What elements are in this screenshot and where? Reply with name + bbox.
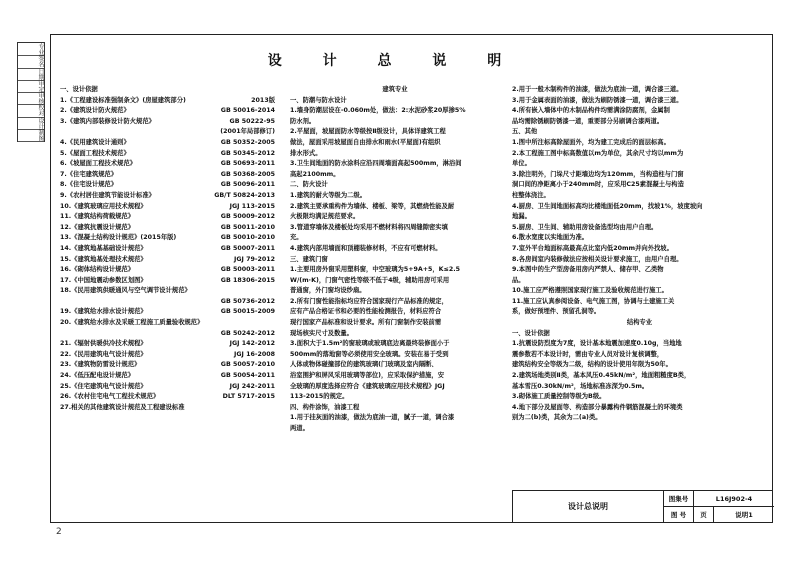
sheet-label: 图 号 — [664, 507, 694, 523]
spec-line: 人体或物体碰撞部位的建筑玻璃(门玻璃及室内隔断、 — [290, 361, 438, 369]
standard-name: 8.《住宅设计规范》 — [60, 181, 118, 189]
spec-line: 11.施工应认真参阅设备、电气施工图，协调与土建施工关 — [512, 297, 675, 305]
spec-line: 1.用于挂灰面的油漆，做法为底油一道，腻子一道，调合漆 — [290, 414, 455, 422]
standard-row — [60, 371, 275, 382]
standard-name: 9.《农村居住建筑节能设计标准》 — [60, 191, 155, 199]
standard-code: GB 50057-2010 — [220, 361, 275, 369]
spec-line: 应有产品合格证书和必要的性能检测报告，材料应符合 — [290, 308, 442, 316]
spec-line: 2.平屋面，坡屋面防水等级按Ⅱ级设计，具体详建筑工程 — [290, 128, 446, 136]
spec-line: 两道。 — [290, 425, 309, 432]
architecture-column — [290, 85, 500, 435]
spec-line: 2.建筑场地类别Ⅱ类，基本风压0.45kN/m²，地面粗糙度B类， — [512, 372, 691, 380]
standard-code: GB 50368-2005 — [220, 170, 275, 178]
spec-line: 3.用于金属表面的油漆，做法为刷防锈漆一道，调合漆三道。 — [512, 96, 683, 104]
standard-row — [60, 392, 275, 403]
standard-row — [60, 117, 275, 128]
spec-line: 1.主要用房外窗采用塑料窗，中空玻璃为5+9A+5，K≤2.5 — [290, 266, 460, 274]
standard-code: GB 50242-2012 — [220, 329, 275, 337]
standard-code: GB 50011-2010 — [220, 223, 275, 231]
standard-row — [60, 149, 275, 160]
spec-line: 柱整体浇注。 — [512, 191, 550, 199]
standard-row — [60, 255, 275, 266]
standard-code: GB 50222-95 — [229, 117, 275, 125]
spec-line: 4.所有嵌入墙体中的木制品构件均需满涂防腐剂，金属制 — [512, 107, 670, 115]
standard-row — [60, 191, 275, 202]
spec-line: 2.用于一般木制构件的油漆，做法为底油一道，调合漆三道。 — [512, 86, 683, 93]
standard-row — [60, 276, 275, 287]
spec-line: 9.本图中的生产型房备用房内严禁人、储存甲、乙类物 — [512, 266, 664, 274]
standard-name: 23.《建筑物防雷设计规范》 — [60, 361, 141, 369]
spec-line: 4.厨房、卫生间地面标高均比楼地面低20mm，找坡1%，坡度坡向 — [512, 202, 703, 210]
page-number: 2 — [56, 527, 62, 537]
standard-code: GB 18306-2015 — [220, 276, 275, 284]
architecture-heading: 建筑专业 — [382, 86, 408, 93]
standard-row — [60, 244, 275, 255]
side-strip-cell: 审核 — [18, 92, 44, 105]
spec-line: 全玻璃的厚度选择应符合《建筑玻璃应用技术规程》JGJ — [290, 382, 445, 390]
page-label: 页 — [694, 507, 714, 523]
spec-line: 3.除注明外，门垛尺寸距墙边均为120mm，当构造柱与门窗 — [512, 170, 684, 178]
side-strip-cell: 签名 — [18, 55, 44, 68]
standard-code: JGJ 242-2011 — [229, 382, 275, 390]
standard-row — [60, 318, 275, 329]
section-heading: 四、构件涂饰，油漆工程 — [290, 403, 360, 411]
spec-line: 地漏。 — [512, 213, 531, 221]
spec-line: 2.所有门窗性能指标均应符合国家现行产品标准的规定， — [290, 297, 448, 305]
spec-line: 单位。 — [512, 160, 531, 168]
spec-line: 500mm的落地窗等必须使用安全玻璃。安装在易于受到 — [290, 350, 449, 358]
standard-name: 22.《民用建筑电气设计规范》 — [60, 350, 147, 358]
spec-line: W/(m·K)，门窗气密性等级不低于4级，辅助用房可采用 — [290, 276, 450, 284]
spec-line: 1.建筑的耐火等级为二级。 — [290, 191, 367, 199]
sheet-name: 设计总说明 — [513, 491, 664, 523]
standard-code: DLT 5717-2015 — [222, 393, 275, 401]
spec-line: 4.建筑内部用墙面和顶棚装修材料，不应有可燃材料。 — [290, 244, 442, 252]
spec-line: 浴室围护和屏风采用玻璃等部位)，应采取保护措施，安 — [290, 372, 445, 380]
standard-name: 10.《建筑玻璃应用技术规程》 — [60, 202, 147, 210]
standard-row — [60, 307, 275, 318]
standard-name: 27.相关的其他建筑设计规范及工程建设标准 — [60, 403, 185, 411]
standard-code: GB 50003-2011 — [220, 266, 275, 274]
standard-code: GB 50693-2011 — [220, 160, 275, 168]
spec-line: 1.抗震设防烈度为7度，设计基本地震加速度0.10g，当地地 — [512, 340, 682, 348]
standard-name: 14.《建筑地基基础设计规范》 — [60, 244, 147, 252]
standard-code: GB 50096-2011 — [220, 181, 275, 189]
spec-line: 基本雪压0.30kN/m²，场地标准冻深为0.5m。 — [512, 382, 649, 390]
standard-code: GB 50352-2005 — [220, 138, 275, 146]
spec-line: 防水剂。 — [290, 117, 316, 125]
standard-row — [60, 159, 275, 170]
standard-row — [60, 265, 275, 276]
standard-name: 7.《住宅建筑规范》 — [60, 170, 118, 178]
side-strip-cell: 专业 — [18, 43, 44, 56]
spec-line: 洞口间的净距离小于240mm时，应采用C25素混凝土与构造 — [512, 181, 684, 189]
design-basis-column — [60, 85, 275, 413]
standard-row — [60, 212, 275, 223]
side-strip-cell: 日期 — [18, 68, 44, 81]
standard-row — [60, 223, 275, 234]
standard-code: 2013版 — [251, 96, 275, 104]
section-heading: 三、建筑门窗 — [290, 255, 328, 263]
design-basis-heading: 一、设计依据 — [60, 86, 98, 93]
standard-name: 5.《屋面工程技术规范》 — [60, 149, 130, 157]
standard-code: GB 50010-2010 — [220, 234, 275, 242]
spec-line: 3.管道穿墙体及楼板处均采用不燃材料将四周缝隙密实填 — [290, 223, 448, 231]
standard-code: (2001年局部修订) — [220, 128, 275, 136]
standard-row — [60, 382, 275, 393]
spec-line: 火极限均满足规范要求。 — [290, 213, 360, 221]
spec-line: 1.墙身防潮层设在-0.060m处，做法：2:水泥砂浆20厚掺5% — [290, 107, 466, 115]
standard-row — [60, 170, 275, 181]
spec-line: 8.各房间室内装修做法应按相关设计要求施工，由用户自理。 — [512, 255, 683, 263]
standard-row — [60, 96, 275, 107]
standard-row — [60, 202, 275, 213]
standard-row — [60, 297, 275, 308]
spec-line: 10.施工应严格遵照国家现行施工及验收规范进行施工。 — [512, 287, 668, 295]
standard-row — [60, 403, 275, 414]
spec-line: 4.地下部分及屋面等、构造部分暴露构件钢筋混凝土的环境类 — [512, 403, 683, 411]
standard-row — [60, 350, 275, 361]
standard-name: 26.《农村住宅电气工程技术规范》 — [60, 393, 160, 401]
standard-name: 3.《建筑内部装修设计防火规范》 — [60, 117, 155, 125]
standard-name: 19.《建筑给水排水设计规范》 — [60, 308, 147, 316]
spec-line: 3.砌体施工质量控制等级为B级。 — [512, 393, 606, 401]
section-heading: 二、防火设计 — [290, 181, 328, 189]
side-strip-cell: 制图 — [18, 129, 44, 142]
standard-code: JGJ 16-2008 — [234, 350, 275, 358]
standard-row — [60, 127, 275, 138]
standard-row — [60, 286, 275, 297]
standard-code: JGJ 79-2012 — [234, 255, 275, 263]
standard-code: GB 50007-2011 — [220, 244, 275, 252]
spec-line: 普通窗，外门窗均设纱扇。 — [290, 287, 366, 295]
spec-line: 3.面积大于1.5m²的窗玻璃或玻璃底边离最终装修面小于 — [290, 340, 450, 348]
section-heading: 一、防潮与防水设计 — [290, 96, 347, 104]
spec-line: 别为二(b)类，其余为二(a)类。 — [512, 414, 602, 422]
spec-line: 2.本工程施工图中标高数值以m为单位，其余尺寸均以mm为 — [512, 149, 684, 157]
spec-line: 建筑结构安全等级为二级，结构的设计使用年限为50年。 — [512, 361, 672, 369]
standard-name: 16.《砌体结构设计规范》 — [60, 266, 135, 274]
standard-name: 18.《民用建筑供暖通风与空气调节设计规范》 — [60, 287, 191, 295]
spec-line: 做法，屋面采用坡屋面自由排水和雨水(平屋面)有组织 — [290, 138, 441, 146]
standard-name: 15.《建筑地基处理技术规范》 — [60, 255, 147, 263]
section-heading: 五、其他 — [512, 128, 538, 136]
spec-line: 品。 — [512, 276, 525, 284]
standard-code: GB 50015-2009 — [220, 308, 275, 316]
standard-name: 12.《建筑抗震设计规范》 — [60, 223, 135, 231]
standard-row — [60, 180, 275, 191]
standard-name: 13.《混凝土结构设计规范》(2015年版) — [60, 234, 177, 242]
standard-row — [60, 138, 275, 149]
discipline-heading: 结构专业 — [626, 319, 653, 327]
section-heading: 一、设计依据 — [512, 329, 550, 337]
standard-code: GB 50016-2014 — [220, 107, 275, 115]
standard-name: 1.《工程建设标准强制条文》(房屋建筑部分) — [60, 96, 186, 104]
standard-code: GB/T 50824-2013 — [214, 191, 275, 199]
standard-code: GB 50054-2011 — [220, 372, 275, 380]
spec-line: 震参数若不本设计时，需由专业人员对设计复核调整， — [512, 350, 664, 358]
spec-line: 113-2015的规定。 — [290, 393, 349, 401]
spec-line: 7.室外平台地面标高最高点比室内低20mm并向外找坡。 — [512, 244, 673, 252]
page-title: 设 计 总 说 明 — [267, 53, 520, 69]
spec-line: 品均需除锈刷防锈漆一道，重要部分另刷调合漆两道。 — [512, 117, 664, 125]
standard-code: GB 50009-2012 — [220, 213, 275, 221]
title-block — [512, 490, 773, 523]
spec-line: 2.建筑主要承重构件为墙体、楼板、梁等，其燃烧性能及耐 — [290, 202, 455, 210]
side-strip-cell: 审定 — [18, 80, 44, 93]
spec-line: 排水形式。 — [290, 149, 322, 157]
spec-line: 充。 — [290, 234, 303, 242]
atlas-label: 图集号 — [664, 491, 694, 507]
atlas-value: L16J902-4 — [694, 491, 774, 507]
standard-code: JGJ 142-2012 — [229, 340, 275, 348]
sheet-value: 说明1 — [735, 511, 753, 519]
standard-name: 4.《民用建筑设计通则》 — [60, 138, 130, 146]
spec-line: 系，做好预埋件、预留孔洞等。 — [512, 308, 601, 316]
spec-line: 现行国家产品标准和设计要求。所有门窗制作安装前需 — [290, 319, 442, 327]
standard-name: 2.《建筑设计防火规范》 — [60, 107, 130, 115]
spec-line: 1.图中所注标高除屋面外，均为建工完成后的面层标高。 — [512, 138, 670, 146]
spec-line: 现场核实尺寸及数量。 — [290, 329, 353, 337]
standard-row — [60, 360, 275, 371]
spec-line: 6.散水宽度以实地面为准。 — [512, 234, 589, 242]
standard-row — [60, 339, 275, 350]
spec-line: 5.厨房、卫生间、辅助用房设备选型均由用户自理。 — [512, 223, 658, 231]
standard-code: GB 50345-2012 — [220, 149, 275, 157]
spec-line: 高起2100mm。 — [290, 170, 340, 178]
standard-name: 24.《低压配电设计规范》 — [60, 372, 135, 380]
standard-code: JGJ 113-2015 — [229, 202, 275, 210]
standard-name: 20.《建筑给水排水及采暖工程施工质量验收规范》 — [60, 319, 204, 327]
standard-row — [60, 106, 275, 117]
standard-name: 17.《中国地震动参数区划图》 — [60, 276, 147, 284]
side-strip-cell: 校对 — [18, 104, 44, 117]
standard-name: 21.《辐射供暖供冷技术规程》 — [60, 340, 147, 348]
standard-row — [60, 329, 275, 340]
notes-structure-column — [512, 85, 767, 424]
standard-name: 11.《建筑结构荷载规范》 — [60, 213, 135, 221]
spec-line: 3.卫生间地面的防水涂料应沿四周墙面高起500mm，淋浴间 — [290, 160, 462, 168]
standard-row — [60, 233, 275, 244]
standard-name: 6.《坡屋面工程技术规范》 — [60, 160, 137, 168]
standard-name: 25.《住宅建筑电气设计规范》 — [60, 382, 147, 390]
standard-code: GB 50736-2012 — [220, 297, 275, 305]
side-strip-cell: 设计 — [18, 117, 44, 130]
